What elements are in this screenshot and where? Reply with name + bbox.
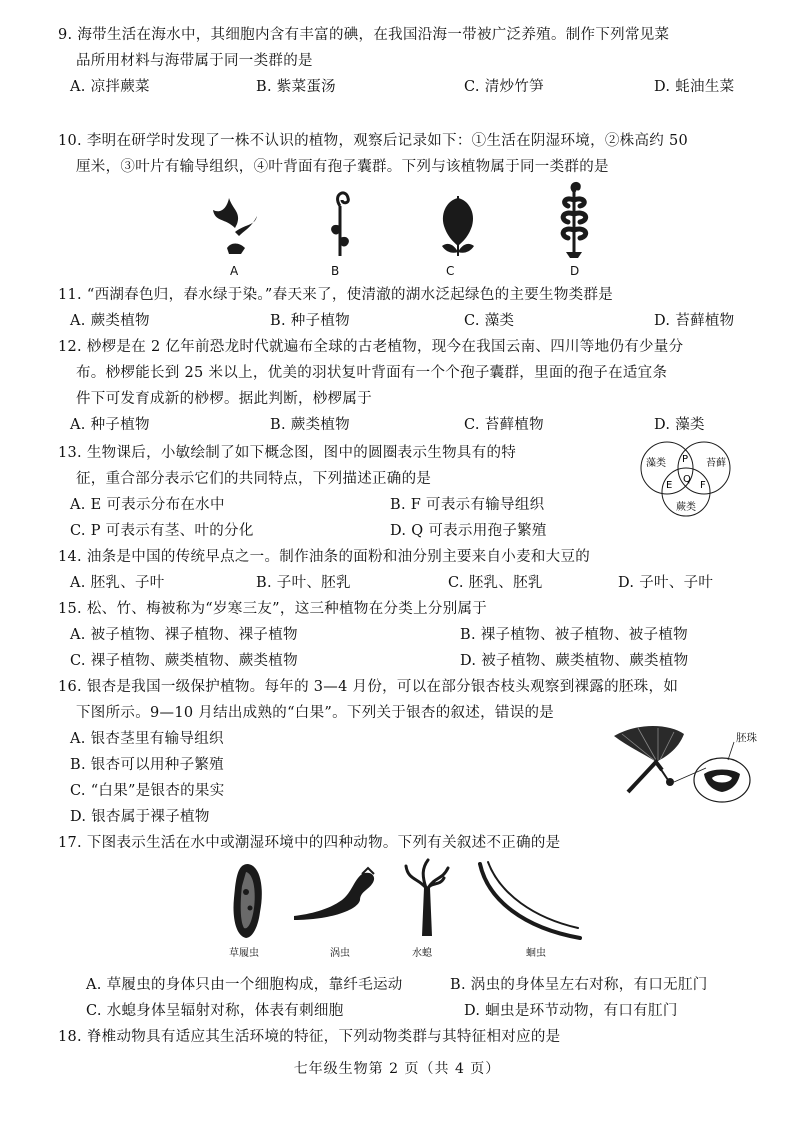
question-14 [58, 544, 748, 596]
option-d[interactable]: D. 苔藓植物 [654, 313, 735, 329]
question-stem: 9. 海带生活在海水中，其细胞内含有丰富的碘，在我国沿海一带被广泛养殖。制作下列常见菜 [58, 27, 670, 43]
option-b[interactable]: B. 紫菜蛋汤 [256, 79, 336, 95]
question-17 [58, 830, 748, 856]
option-d[interactable]: D. 银杏属于裸子植物 [70, 809, 210, 825]
hydra-figure[interactable] [402, 858, 452, 938]
figure-label-hydra: 水螅 [412, 948, 432, 959]
option-c[interactable]: C. 藻类 [464, 313, 515, 329]
option-a[interactable]: A. 银杏茎里有输导组织 [70, 731, 224, 747]
question-stem: 下图所示。9—10 月结出成熟的“白果”。下列关于银杏的叙述，错误的是 [76, 705, 555, 721]
option-b[interactable]: B. 涡虫的身体呈左右对称，有口无肛门 [450, 977, 708, 993]
question-11 [58, 282, 748, 334]
question-18 [58, 1024, 748, 1050]
venn-region-p: P [682, 454, 689, 465]
figure-label-b: B [331, 264, 340, 278]
option-a[interactable]: A. 草履虫的身体只由一个细胞构成，靠纤毛运动 [86, 977, 403, 993]
options-row [58, 622, 748, 648]
question-stem: 厘米，③叶片有输导组织，④叶背面有孢子囊群。下列与该植物属于同一类群的是 [76, 159, 609, 175]
question-stem: 件下可发育成新的桫椤。据此判断，桫椤属于 [76, 391, 372, 407]
option-d[interactable]: D. 被子植物、蕨类植物、蕨类植物 [460, 653, 689, 669]
question-10 [58, 128, 748, 180]
options-row [58, 570, 748, 596]
figure-label-a: A [230, 264, 239, 278]
plant-figure-d[interactable] [552, 180, 598, 260]
question-stem: 16. 银杏是我国一级保护植物。每年的 3—4 月份，可以在部分银杏枝头观察到裸露的胚珠，如 [58, 679, 679, 695]
question-stem: 14. 油条是中国的传统早点之一。制作油条的面粉和油分别主要来自小麦和大豆的 [58, 549, 591, 565]
option-b[interactable]: B. F 可表示有输导组织 [390, 497, 545, 513]
venn-label-moss: 苔藓 [706, 458, 726, 469]
planaria-figure[interactable] [290, 866, 390, 922]
venn-label-fern: 蕨类 [676, 502, 696, 513]
options-row [58, 412, 748, 438]
options-row [58, 972, 748, 998]
question-stem: 布。桫椤能长到 25 米以上，优美的羽状复叶背面有一个个孢子囊群，里面的孢子在适宜条 [76, 365, 668, 381]
option-c[interactable]: C. “白果”是银杏的果实 [70, 783, 225, 799]
roundworm-figure[interactable] [474, 860, 584, 942]
option-c[interactable]: C. 清炒竹笋 [464, 79, 544, 95]
figure-label-paramecium: 草履虫 [229, 948, 259, 959]
option-c[interactable]: C. 裸子植物、蕨类植物、蕨类植物 [70, 653, 298, 669]
option-c[interactable]: C. 苔藓植物 [464, 417, 544, 433]
option-b[interactable]: B. 子叶、胚乳 [256, 575, 351, 591]
question-stem: 11. “西湖春色归，春水绿于染。”春天来了，使清澈的湖水泛起绿色的主要生物类群是 [58, 287, 614, 303]
option-a[interactable]: A. E 可表示分布在水中 [70, 497, 225, 513]
options-row [58, 998, 748, 1024]
plant-figure-a[interactable] [205, 188, 265, 258]
venn-region-e: E [666, 480, 673, 491]
option-a[interactable]: A. 被子植物、裸子植物、裸子植物 [70, 627, 298, 643]
question-17-options [58, 972, 748, 1024]
option-a[interactable]: A. 蕨类植物 [70, 313, 150, 329]
option-a[interactable]: A. 胚乳、子叶 [70, 575, 165, 591]
option-d[interactable]: D. Q 可表示用孢子繁殖 [390, 523, 547, 539]
option-b[interactable]: B. 裸子植物、被子植物、被子植物 [460, 627, 688, 643]
option-a[interactable]: A. 凉拌蕨菜 [70, 79, 150, 95]
option-b[interactable]: B. 蕨类植物 [270, 417, 350, 433]
options-row [58, 308, 748, 334]
option-c[interactable]: C. P 可表示有茎、叶的分化 [70, 523, 254, 539]
option-d[interactable]: D. 蛔虫是环节动物，有口有肛门 [464, 1003, 678, 1019]
figure-label-d: D [570, 264, 580, 278]
venn-region-q: Q [683, 474, 691, 485]
option-b[interactable]: B. 银杏可以用种子繁殖 [70, 757, 224, 773]
question-stem: 品所用材料与海带属于同一类群的是 [76, 53, 313, 69]
plant-figure-c[interactable] [430, 186, 486, 258]
question-9 [58, 22, 748, 100]
question-stem: 18. 脊椎动物具有适应其生活环境的特征，下列动物类群与其特征相对应的是 [58, 1029, 561, 1045]
options-row [58, 518, 748, 544]
venn-region-f: F [700, 480, 706, 491]
figure-label-roundworm: 蛔虫 [526, 948, 546, 959]
option-c[interactable]: C. 胚乳、胚乳 [448, 575, 543, 591]
question-stem: 10. 李明在研学时发现了一株不认识的植物，观察后记录如下：①生活在阴湿环境，②株高约 50 [58, 133, 689, 149]
page-footer: 七年级生物第 2 页（共 4 页） [293, 1061, 501, 1077]
option-b[interactable]: B. 种子植物 [270, 313, 350, 329]
option-d[interactable]: D. 藻类 [654, 417, 705, 433]
question-stem: 征，重合部分表示它们的共同特点，下列描述正确的是 [76, 471, 432, 487]
figure-label-c: C [446, 264, 455, 278]
plant-figure-b[interactable] [320, 186, 360, 258]
question-15 [58, 596, 748, 674]
option-c[interactable]: C. 水螅身体呈辐射对称，体表有刺细胞 [86, 1003, 344, 1019]
venn-label-algae: 藻类 [646, 458, 666, 469]
question-stem: 17. 下图表示生活在水中或潮湿环境中的四种动物。下列有关叙述不正确的是 [58, 835, 561, 851]
question-stem: 15. 松、竹、梅被称为“岁寒三友”，这三种植物在分类上分别属于 [58, 601, 488, 617]
question-12 [58, 334, 748, 438]
figure-label-ovule: 胚珠 [736, 732, 757, 744]
question-stem: 12. 桫椤是在 2 亿年前恐龙时代就遍布全球的古老植物，现今在我国云南、四川等地仍有少量分 [58, 339, 684, 355]
question-stem: 13. 生物课后，小敏绘制了如下概念图，图中的圆圈表示生物具有的特 [58, 445, 517, 461]
paramecium-figure[interactable] [228, 862, 268, 940]
options-row [58, 74, 748, 100]
option-d[interactable]: D. 子叶、子叶 [618, 575, 714, 591]
figure-label-planaria: 涡虫 [330, 948, 350, 959]
options-row [58, 648, 748, 674]
venn-diagram [632, 440, 742, 518]
option-a[interactable]: A. 种子植物 [70, 417, 150, 433]
option-d[interactable]: D. 蚝油生菜 [654, 79, 735, 95]
